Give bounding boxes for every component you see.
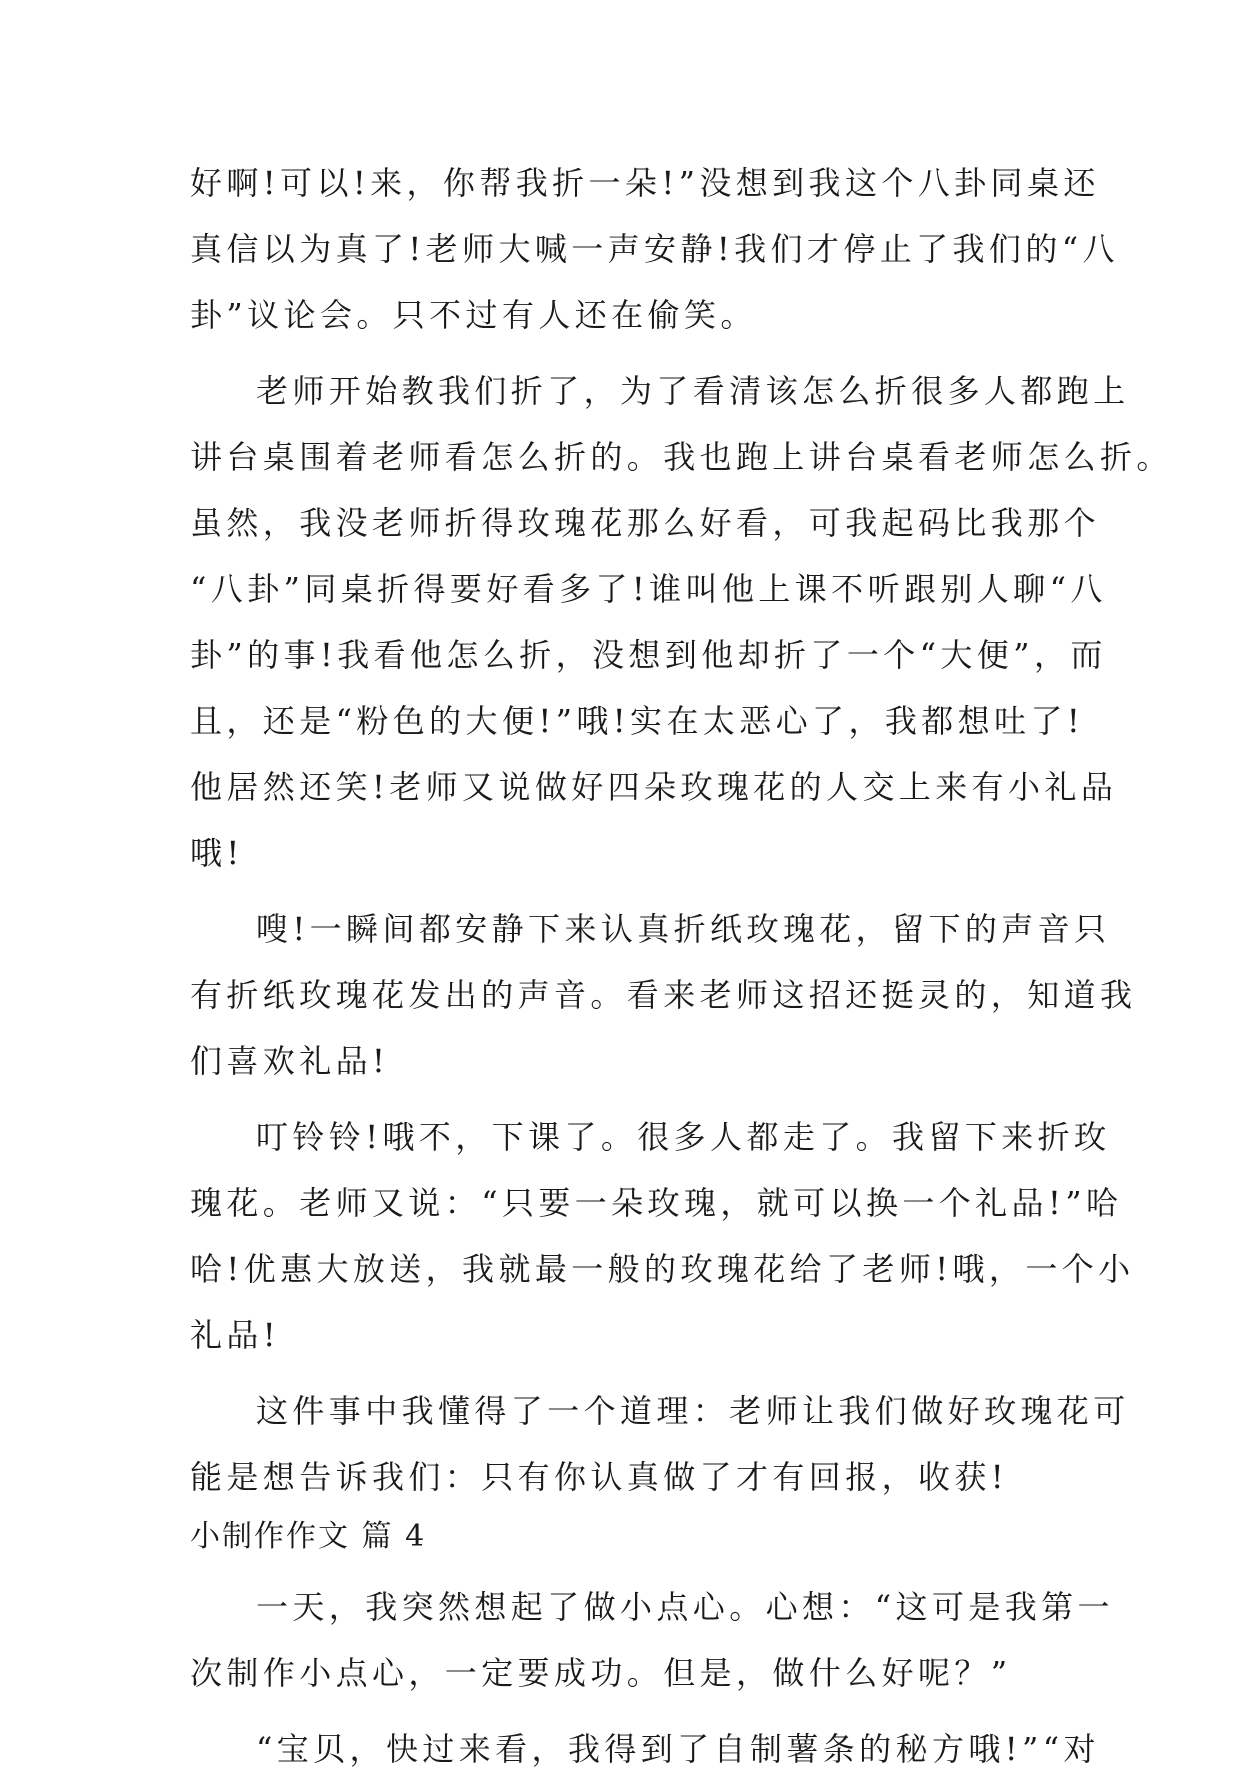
text-line: 叮铃铃!哦不，下课了。很多人都走了。我留下来折玫	[256, 1118, 1111, 1156]
paragraph	[190, 150, 1119, 348]
text-line: 嗖!一瞬间都安静下来认真折纸玫瑰花，留下的声音只	[256, 910, 1111, 948]
text-line: 真信以为真了!老师大喊一声安静!我们才停止了我们的“八	[190, 230, 1119, 268]
text-line: 他居然还笑!老师又说做好四朵玫瑰花的人交上来有小礼品	[190, 768, 1118, 806]
text-line: 老师开始教我们折了，为了看清该怎么折很多人都跑上	[256, 372, 1130, 410]
text-line: 能是想告诉我们：只有你认真做了才有回报，收获!	[190, 1458, 1009, 1496]
paragraph	[190, 1574, 1114, 1706]
paragraph	[190, 1378, 1130, 1510]
text-line: 卦”的事!我看他怎么折，没想到他却折了一个“大便”，而	[190, 636, 1107, 674]
text-line: “宝贝，快过来看，我得到了自制薯条的秘方哦!”“对	[256, 1730, 1100, 1768]
paragraph	[190, 1104, 1135, 1368]
text-line: 一天，我突然想起了做小点心。心想：“这可是我第一	[256, 1588, 1114, 1626]
paragraph	[190, 1716, 1100, 1782]
text-line: 礼品!	[190, 1316, 281, 1354]
text-line: 讲台桌围着老师看怎么折的。我也跑上讲台桌看老师怎么折。	[190, 438, 1173, 476]
text-line: 次制作小点心，一定要成功。但是，做什么好呢？”	[190, 1654, 1012, 1692]
text-line: 好啊!可以!来，你帮我折一朵!”没想到我这个八卦同桌还	[190, 164, 1100, 202]
text-line: 们喜欢礼品!	[190, 1042, 390, 1080]
text-line: 卦”议论会。只不过有人还在偷笑。	[190, 296, 757, 334]
section-heading: 小制作作文 篇 4	[190, 1519, 427, 1554]
text-line: 有折纸玫瑰花发出的声音。看来老师这招还挺灵的，知道我	[190, 976, 1137, 1014]
text-line: 且，还是“粉色的大便!”哦!实在太恶心了，我都想吐了!	[190, 702, 1085, 740]
text-line: 瑰花。老师又说：“只要一朵玫瑰，就可以换一个礼品!”哈	[190, 1184, 1123, 1222]
paragraph	[190, 896, 1137, 1094]
text-line: “八卦”同桌折得要好看多了!谁叫他上课不听跟别人聊“八	[190, 570, 1107, 608]
text-line: 哈!优惠大放送，我就最一般的玫瑰花给了老师!哦，一个小	[190, 1250, 1135, 1288]
text-line: 虽然，我没老师折得玫瑰花那么好看，可我起码比我那个	[190, 504, 1101, 542]
document-body	[190, 150, 1173, 1782]
text-line: 这件事中我懂得了一个道理：老师让我们做好玫瑰花可	[256, 1392, 1130, 1430]
text-line: 哦!	[190, 834, 244, 872]
paragraph	[190, 358, 1173, 886]
